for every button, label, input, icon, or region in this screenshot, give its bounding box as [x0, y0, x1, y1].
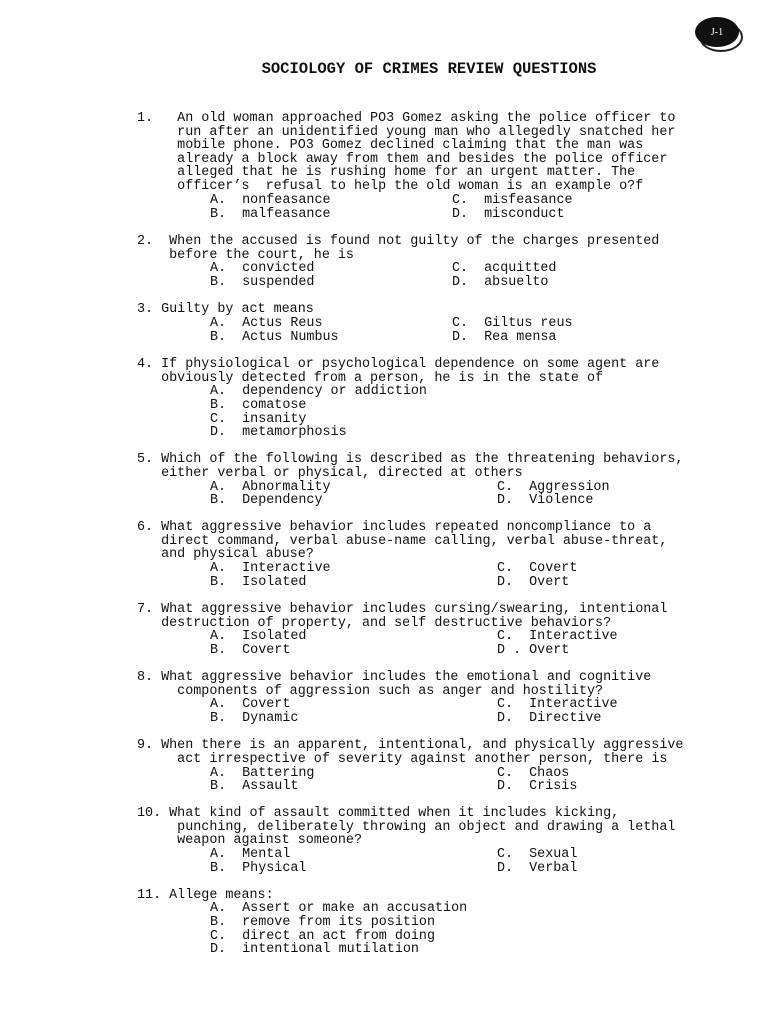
- option-d: D. Verbal: [497, 861, 578, 876]
- question-stem: [137, 453, 683, 480]
- option-a: A. Interactive: [210, 561, 331, 576]
- question-line: either verbal or physical, directed at others: [137, 465, 523, 481]
- question-line: officer’s refusal to help the old woman is an example o?f: [137, 178, 644, 194]
- option-b: B. Dependency: [210, 493, 323, 508]
- question-stem: [137, 235, 659, 262]
- question-line: 8. What aggressive behavior includes the emotional and cognitive: [137, 670, 652, 685]
- option-a: A. Covert: [210, 697, 291, 712]
- option-c: C. Aggression: [497, 480, 610, 495]
- question-line: weapon against someone?: [137, 833, 362, 849]
- question-line: 10. What kind of assault committed when it includes kicking,: [137, 806, 620, 821]
- option-c: C. Sexual: [497, 847, 578, 862]
- question-line: 2. When the accused is found not guilty of the charges presented: [137, 234, 660, 249]
- option-d: D. Directive: [497, 711, 602, 726]
- question-stem: [137, 358, 659, 385]
- question-stem: [137, 112, 675, 194]
- question-line: act irrespective of severity against another person, there is: [137, 751, 668, 767]
- question-stem: [137, 807, 675, 848]
- badge-label: J-1: [710, 26, 724, 38]
- question-line: 4. If physiological or psychological dependence on some agent are: [137, 357, 660, 372]
- question-line: 9. When there is an apparent, intentional, and physically aggressive: [137, 738, 684, 753]
- option-c: C. Covert: [497, 561, 578, 576]
- option-d: D. intentional mutilation: [210, 942, 419, 957]
- question-line: punching, deliberately throwing an object and drawing a lethal: [137, 819, 676, 835]
- option-a: A. Mental: [210, 847, 291, 862]
- option-d: D. misconduct: [452, 207, 565, 222]
- option-a: A. Isolated: [210, 629, 307, 644]
- option-b: B. Actus Numbus: [210, 330, 339, 345]
- question-stem: [137, 603, 667, 630]
- option-d: D. absuelto: [452, 275, 549, 290]
- question-line: obviously detected from a person, he is in the state of: [137, 370, 604, 386]
- option-d: D. Crisis: [497, 779, 578, 794]
- option-b: B. malfeasance: [210, 207, 331, 222]
- question-line: mobile phone. PO3 Gomez declined claiming that the man was: [137, 138, 644, 154]
- page-title: SOCIOLOGY OF CRIMES REVIEW QUESTIONS: [261, 60, 597, 78]
- option-b: B. Covert: [210, 643, 291, 658]
- option-b: B. Physical: [210, 861, 307, 876]
- option-b: B. Assault: [210, 779, 299, 794]
- option-d: D . Overt: [497, 643, 570, 658]
- option-a: A. Assert or make an accusation: [210, 901, 468, 916]
- question-line: direct command, verbal abuse-name calling, verbal abuse-threat,: [137, 533, 668, 549]
- question-line: already a block away from them and besides the police officer: [137, 151, 668, 167]
- question-line: 5. Which of the following is described as the threatening behaviors,: [137, 452, 684, 467]
- question-stem: [137, 671, 651, 698]
- option-a: A. Battering: [210, 766, 315, 781]
- question-line: run after an unidentified young man who allegedly snatched her: [137, 124, 676, 140]
- question-line: destruction of property, and self destructive behaviors?: [137, 615, 612, 631]
- option-d: D. Violence: [497, 493, 594, 508]
- option-b: B. Isolated: [210, 575, 307, 590]
- option-c: C. acquitted: [452, 261, 557, 276]
- page-number-badge: [695, 17, 741, 49]
- option-a: A. Actus Reus: [210, 316, 323, 331]
- option-b: B. comatose: [210, 398, 307, 413]
- question-line: 3. Guilty by act means: [137, 302, 314, 317]
- option-c: C. insanity: [210, 412, 307, 427]
- question-line: 6. What aggressive behavior includes repeated noncompliance to a: [137, 520, 652, 535]
- option-c: C. Chaos: [497, 766, 570, 781]
- option-d: D. Overt: [497, 575, 570, 590]
- question-line: components of aggression such as anger and hostility?: [137, 683, 604, 699]
- option-d: D. Rea mensa: [452, 330, 557, 345]
- option-a: A. dependency or addiction: [210, 384, 427, 399]
- option-b: B. remove from its position: [210, 915, 435, 930]
- question-stem: [137, 739, 683, 766]
- question-line: and physical abuse?: [137, 547, 314, 563]
- question-line: before the court, he is: [137, 247, 354, 263]
- option-a: A. Abnormality: [210, 480, 331, 495]
- badge-face: [695, 17, 739, 47]
- question-line: 1. An old woman approached PO3 Gomez asking the police officer to: [137, 111, 676, 126]
- option-b: B. suspended: [210, 275, 315, 290]
- option-a: A. convicted: [210, 261, 315, 276]
- question-stem: [137, 521, 667, 562]
- option-a: A. nonfeasance: [210, 193, 331, 208]
- option-b: B. Dynamic: [210, 711, 299, 726]
- question-line: alleged that he is rushing home for an urgent matter. The: [137, 165, 636, 181]
- option-c: C. direct an act from doing: [210, 929, 435, 944]
- question-line: 7. What aggressive behavior includes cursing/swearing, intentional: [137, 602, 668, 617]
- question-stem: [137, 303, 314, 317]
- option-c: C. Interactive: [497, 629, 618, 644]
- option-c: C. Giltus reus: [452, 316, 573, 331]
- option-c: C. Interactive: [497, 697, 618, 712]
- question-line: 11. Allege means:: [137, 888, 274, 903]
- option-c: C. misfeasance: [452, 193, 573, 208]
- option-d: D. metamorphosis: [210, 425, 347, 440]
